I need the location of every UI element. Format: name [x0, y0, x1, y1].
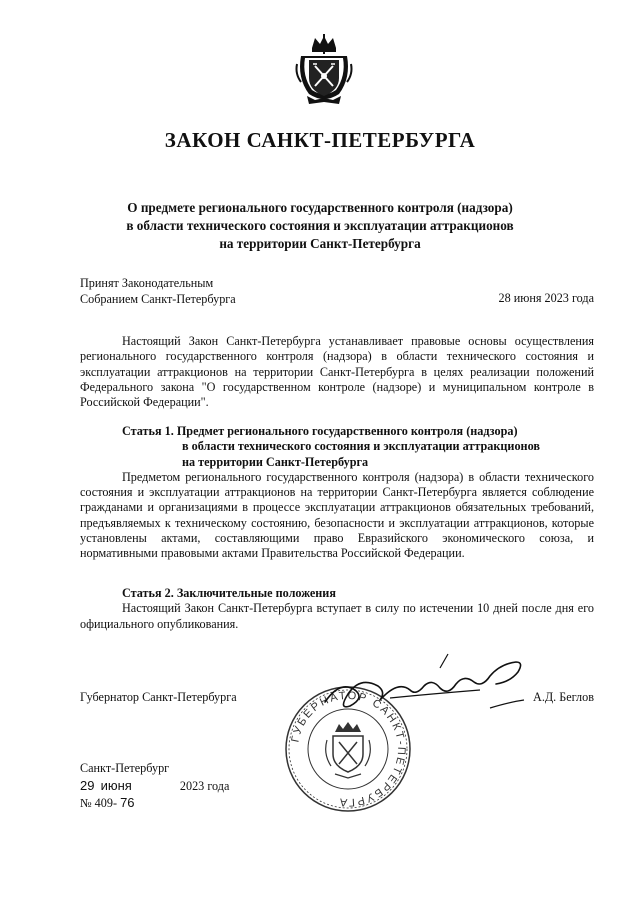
law-number-prefix: № 409- [80, 796, 118, 810]
governor-name: А.Д. Беглов [533, 690, 594, 704]
law-number-suffix: 76 [120, 795, 135, 810]
law-subject-line: на территории Санкт-Петербурга [219, 236, 421, 251]
adoption-line-1: Принят Законодательным [80, 276, 214, 290]
article-1-heading-line: на территории Санкт-Петербурга [182, 454, 369, 469]
article-2 [80, 586, 594, 632]
coat-of-arms-icon [293, 34, 355, 106]
governor-title: Губернатор Санкт-Петербурга [80, 690, 237, 704]
law-title: ЗАКОН САНКТ-ПЕТЕРБУРГА [164, 128, 476, 152]
law-subject [80, 199, 560, 253]
seal-coat-of-arms-icon [326, 722, 371, 778]
signing-date [80, 778, 229, 794]
seal-text: ГУБЕРНАТОР САНКТ-ПЕТЕРБУРГА [289, 689, 408, 809]
governor-signature [320, 650, 530, 720]
preamble [80, 334, 594, 410]
article-1-heading [80, 424, 594, 470]
article-2-text: Настоящий Закон Санкт-Петербурга вступает в силу по истечении 10 дней после дня его официального опубликования. [80, 601, 594, 631]
adoption-date: 28 июня 2023 года [498, 291, 594, 305]
law-subject-line: в области технического состояния и эксплуатации аттракционов [126, 218, 514, 233]
signing-place: Санкт-Петербург [80, 761, 170, 775]
signing-day: 29 [80, 778, 95, 793]
article-1-heading-line: в области технического состояния и эксплуатации аттракционов [182, 439, 540, 454]
preamble-text: Настоящий Закон Санкт-Петербурга устанавливает правовые основы осуществления регионального государственного контроля (надзора) в области технического состояния и эксплуатации аттракционов на территории Санкт-Петербурга в целях реализации положений Федерального закона "О государственном контроле (надзоре) и муниципальном контроле в Российской Федерации". [80, 334, 594, 410]
adoption-line-2: Собранием Санкт-Петербурга [80, 292, 236, 306]
law-number [80, 795, 135, 811]
law-subject-line: О предмете регионального государственного контроля (надзора) [127, 200, 513, 215]
article-2-heading: Статья 2. Заключительные положения [122, 586, 336, 600]
article-1 [80, 424, 594, 562]
article-1-text: Предметом регионального государственного контроля (надзора) в области технического состояния и эксплуатации аттракционов на территории Санкт-Петербурга является соблюдение гражданами и организациями в процессе эксплуатации аттракционов обязательных требований, предъявляемых к техническому состоянию, безопасности и эксплуатации аттракционов, которые установлены актами, составляющими право Евразийского экономического союза, и нормативными правовыми актами Правительства Российской Федерации. [80, 469, 594, 561]
article-1-heading-line: Статья 1. Предмет регионального государственного контроля (надзора) [122, 424, 518, 438]
adoption-note [80, 275, 236, 307]
signing-year: 2023 года [179, 779, 230, 793]
signing-month: июня [100, 778, 132, 793]
